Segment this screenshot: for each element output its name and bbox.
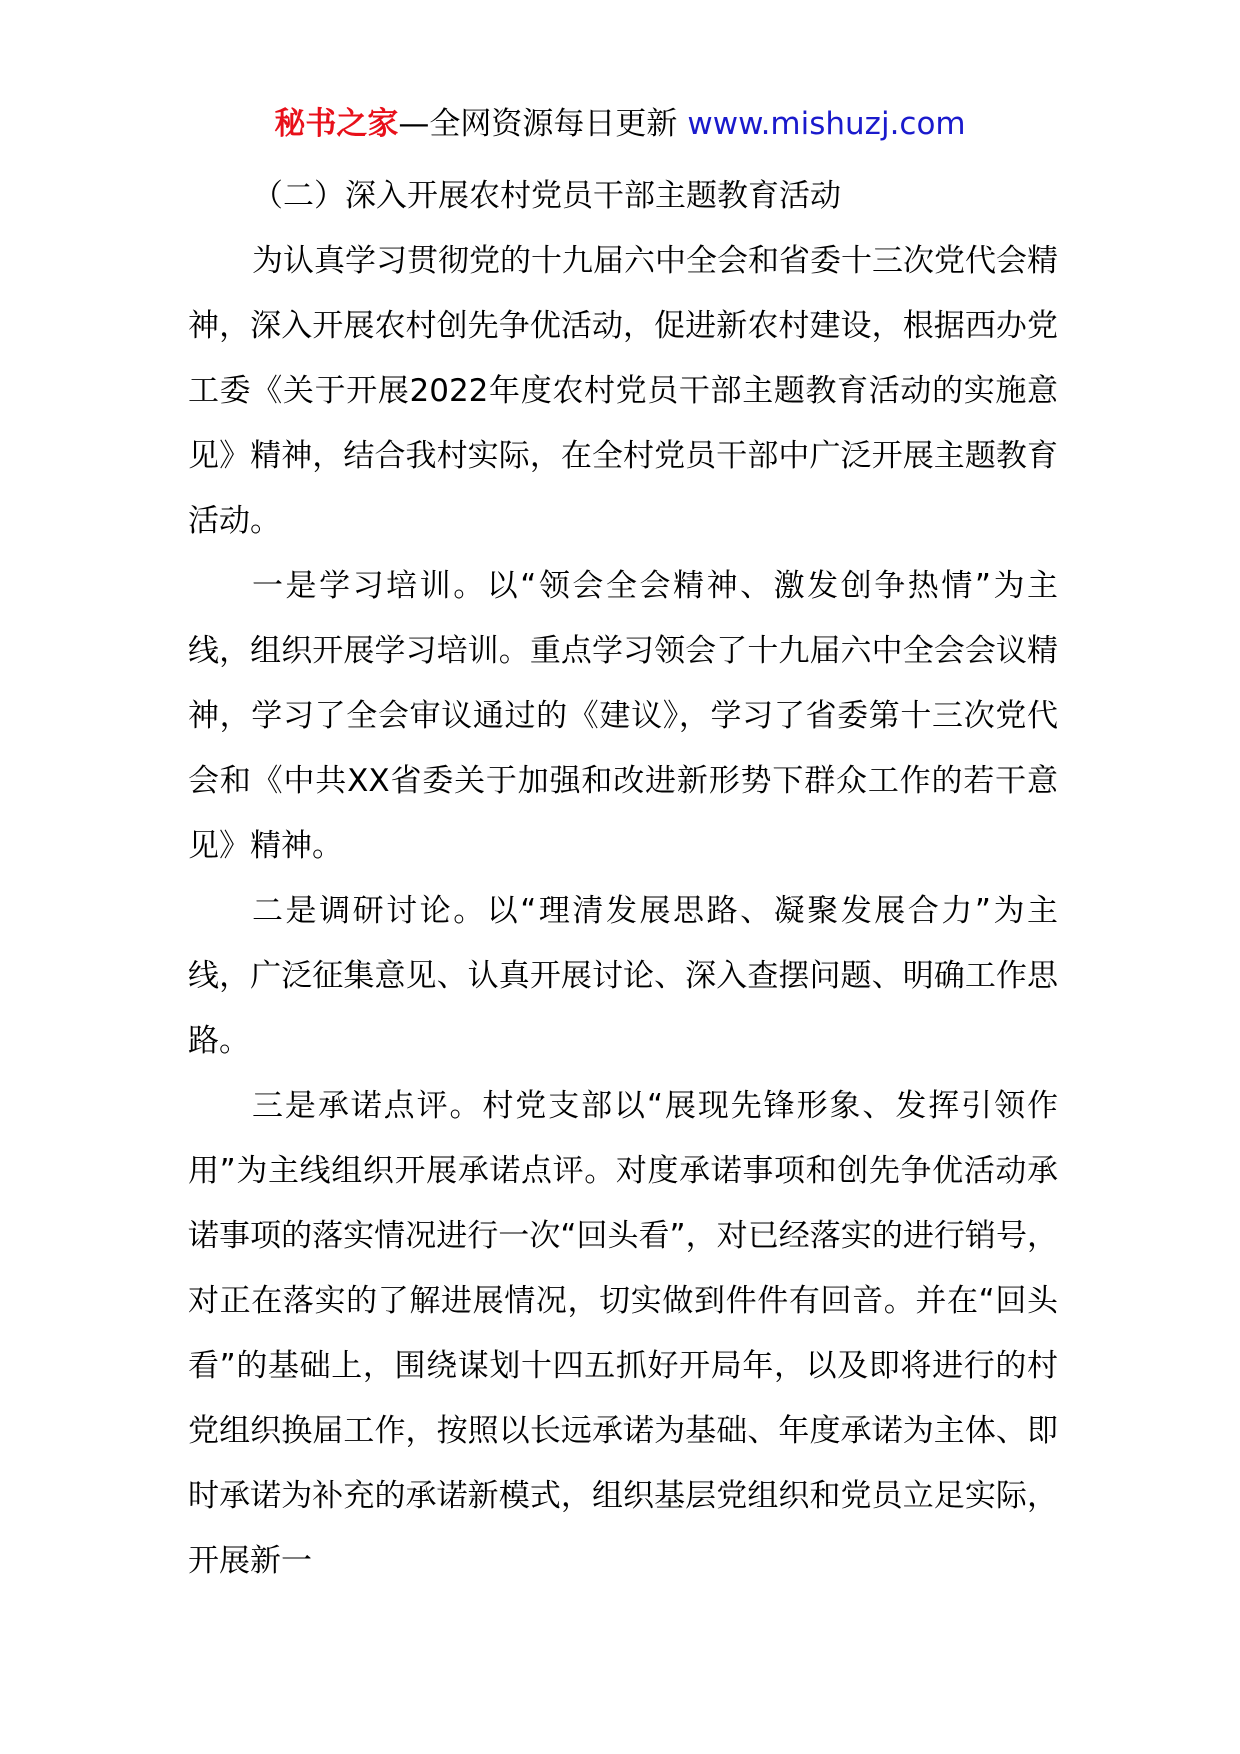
page-header bbox=[0, 100, 1240, 148]
paragraph-commitment-review: 三是承诺点评。村党支部以“展现先锋形象、发挥引领作用”为主线组织开展承诺点评。对度承诺事项和创先争优活动承诺事项的落实情况进行一次“回头看”，对已经落实的进行销号，对正在落实的了解进展情况，切实做到件件有回音。并在“回头看”的基础上，围绕谋划十四五抓好开局年，以及即将进行的村党组织换届工作，按照以长远承诺为基础、年度承诺为主体、即时承诺为补充的承诺新模式，组织基层党组织和党员立足实际，开展新一 bbox=[188, 1088, 1058, 1579]
section-heading: （二）深入开展农村党员干部主题教育活动 bbox=[252, 178, 841, 214]
paragraph-research-discussion: 二是调研讨论。以“理清发展思路、凝聚发展合力”为主线，广泛征集意见、认真开展讨论、深入查摆问题、明确工作思路。 bbox=[188, 893, 1058, 1059]
brand-name: 秘书之家 bbox=[274, 106, 399, 142]
paragraph-study-training: 一是学习培训。以“领会全会精神、激发创争热情”为主线，组织开展学习培训。重点学习领会了十九届六中全会会议精神，学习了全会审议通过的《建议》，学习了省委第十三次党代会和《中共XX省委关于加强和改进新形势下群众工作的若干意见》精神。 bbox=[188, 568, 1058, 864]
document-body bbox=[188, 164, 1058, 1594]
header-tagline: —全网资源每日更新 bbox=[398, 106, 678, 142]
paragraph-intro: 为认真学习贯彻党的十九届六中全会和省委十三次党代会精神，深入开展农村创先争优活动，促进新农村建设，根据西办党工委《关于开展2022年度农村党员干部主题教育活动的实施意见》精神，结合我村实际，在全村党员干部中广泛开展主题教育活动。 bbox=[188, 243, 1058, 539]
website-link[interactable]: www.mishuzj.com bbox=[687, 106, 966, 142]
